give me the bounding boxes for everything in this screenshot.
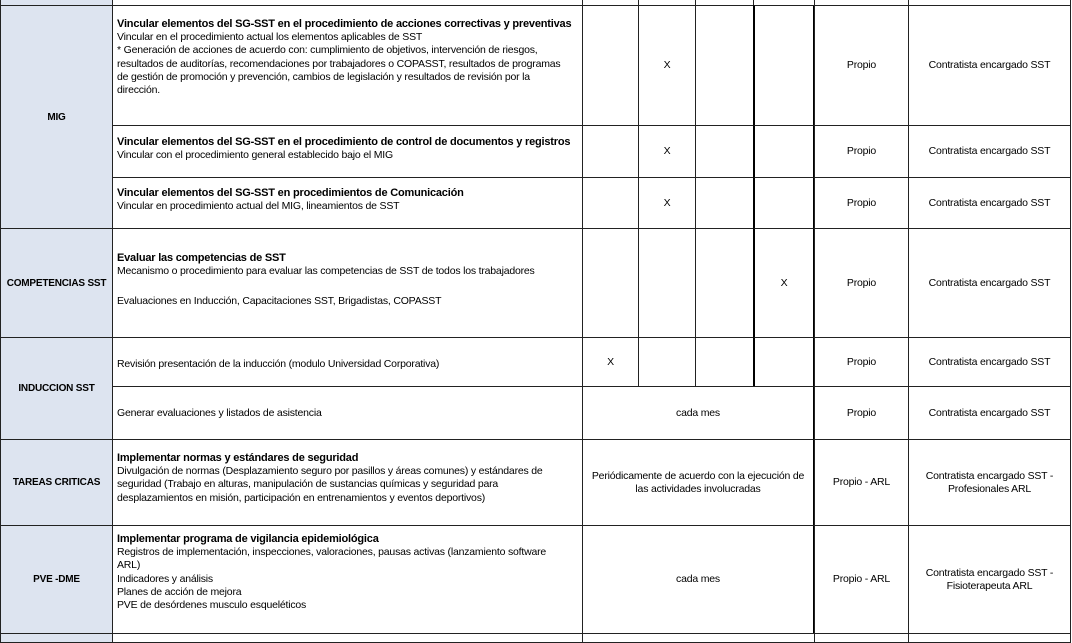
responsible-text: Propio - ARL [832, 476, 891, 488]
activity-line [117, 278, 578, 291]
category-label: COMPETENCIAS SST [6, 277, 107, 289]
responsible-text: Propio [846, 355, 877, 368]
responsible-cell [814, 228, 909, 338]
activity-line: ARL) [117, 559, 141, 572]
executor-text: Contratista encargado SST [928, 145, 1051, 157]
executor-text: Contratista encargado SST - [925, 566, 1054, 579]
activity-title: Vincular elementos del SG-SST en el procedimiento de control de documentos y registros [117, 136, 571, 148]
activity-description [112, 177, 583, 229]
responsible-cell [814, 337, 909, 387]
activity-line: Revisión presentación de la inducción (modulo Universidad Corporativa) [117, 358, 440, 370]
next-row-col [582, 633, 815, 643]
executor-cell [908, 5, 1071, 126]
responsible-cell [814, 525, 909, 634]
schedule-col-2 [638, 125, 696, 178]
activity-line: Planes de acción de mejora [117, 585, 242, 598]
responsible-text: Propio - ARL [832, 573, 891, 585]
next-row-desc-cell [112, 633, 583, 643]
period-text: las actividades involucradas [635, 482, 761, 495]
schedule-col-2 [638, 5, 696, 126]
schedule-col-2 [638, 228, 696, 338]
activity-line: Registros de implementación, inspecciones, valoraciones, pausas activas (lanzamiento software [117, 546, 547, 559]
responsible-cell [814, 125, 909, 178]
responsible-cell [814, 177, 909, 229]
x-mark: X [663, 145, 671, 157]
responsible-text: Propio [846, 406, 877, 419]
activity-line: resultados de auditorías, recomendaciones por trabajadores o COPASST, resultados de programas [117, 57, 561, 70]
category-cell-tareas [0, 439, 113, 526]
responsible-text: Propio [846, 276, 877, 289]
responsible-cell [814, 439, 909, 526]
activity-line: PVE de desórdenes musculo esqueléticos [117, 599, 307, 612]
activity-title: Implementar programa de vigilancia epidemiológica [117, 533, 379, 545]
executor-text: Profesionales ARL [948, 482, 1031, 495]
schedule-col-1 [582, 337, 639, 387]
responsible-cell [814, 386, 909, 440]
responsible-text: Propio [846, 59, 877, 71]
schedule-col-1 [582, 5, 639, 126]
activity-description [112, 337, 583, 387]
activity-description [112, 228, 583, 338]
activity-line: Vincular en el procedimiento actual los elementos aplicables de SST [117, 31, 423, 44]
activity-description [112, 439, 583, 526]
category-label: TAREAS CRITICAS [12, 477, 101, 488]
x-mark: X [663, 59, 671, 71]
executor-text: Contratista encargado SST [928, 355, 1051, 368]
executor-cell [908, 125, 1071, 178]
activity-line: de gestión de promoción y prevención, cambios de legislación y resultados de revisión por la [117, 70, 530, 83]
activity-title: Vincular elementos del SG-SST en procedimientos de Comunicación [117, 187, 464, 199]
executor-text: Contratista encargado SST [928, 276, 1051, 289]
next-row-category-cell [0, 633, 113, 643]
schedule-col-1 [582, 177, 639, 229]
period-text: Periódicamente de acuerdo con la ejecución de [591, 469, 805, 482]
schedule-col-4 [753, 228, 815, 338]
schedule-col-4 [753, 125, 815, 178]
period-text: cada mes [676, 573, 720, 585]
responsible-text: Propio [846, 196, 877, 209]
executor-text: Contratista encargado SST [928, 59, 1051, 71]
schedule-col-3 [695, 177, 754, 229]
schedule-col-4 [753, 5, 815, 126]
executor-text: Contratista encargado SST [928, 196, 1051, 209]
schedule-col-1 [582, 125, 639, 178]
schedule-col-4 [753, 177, 815, 229]
period-cell [582, 439, 815, 526]
next-row-exec [908, 633, 1071, 643]
next-row-resp [814, 633, 909, 643]
activity-line: Vincular con el procedimiento general establecido bajo el MIG [117, 149, 393, 162]
schedule-col-3 [695, 337, 754, 387]
executor-text: Contratista encargado SST [928, 406, 1051, 419]
activity-line: * Generación de acciones de acuerdo con: cumplimiento de objetivos, intervención de riesgos, [117, 44, 538, 57]
schedule-col-2 [638, 337, 696, 387]
executor-cell [908, 525, 1071, 634]
executor-text: Fisioterapeuta ARL [946, 579, 1033, 592]
executor-cell [908, 228, 1071, 338]
schedule-col-3 [695, 228, 754, 338]
activity-line: Evaluaciones en Inducción, Capacitaciones SST, Brigadistas, COPASST [117, 295, 442, 308]
period-cell [582, 386, 815, 440]
executor-cell [908, 439, 1071, 526]
activity-description [112, 386, 583, 440]
x-mark: X [663, 196, 671, 209]
responsible-cell [814, 5, 909, 126]
period-cell [582, 525, 815, 634]
activity-line: Vincular en procedimiento actual del MIG, lineamientos de SST [117, 200, 400, 213]
x-mark: X [607, 355, 614, 368]
period-text: cada mes [676, 406, 720, 419]
x-mark: X [780, 276, 788, 289]
category-label: PVE -DME [33, 574, 80, 585]
category-cell-induccion [0, 337, 113, 440]
schedule-col-1 [582, 228, 639, 338]
category-cell-pve [0, 525, 113, 634]
activity-description [112, 125, 583, 178]
activity-line: seguridad (Trabajo en alturas, manipulación de sustancias químicas y seguridad para [117, 478, 499, 491]
executor-cell [908, 386, 1071, 440]
responsible-text: Propio [846, 145, 877, 157]
schedule-col-3 [695, 5, 754, 126]
schedule-col-3 [695, 125, 754, 178]
activity-description [112, 5, 583, 126]
activity-line: dirección. [117, 84, 160, 97]
activity-line: Generar evaluaciones y listados de asistencia [117, 407, 322, 419]
activity-line: Divulgación de normas (Desplazamiento seguro por pasillos y áreas comunes) y estándares de [117, 465, 543, 478]
category-label: MIG [47, 111, 66, 123]
activity-title: Implementar normas y estándares de seguridad [117, 452, 359, 464]
activity-line: desplazamientos en misión, participación en entrenamientos y eventos deportivos) [117, 491, 486, 504]
executor-cell [908, 177, 1071, 229]
activity-title: Vincular elementos del SG-SST en el procedimiento de acciones correctivas y preventivas [117, 18, 572, 30]
activity-title: Evaluar las competencias de SST [117, 252, 286, 264]
category-cell-mig [0, 5, 113, 229]
category-label: INDUCCION SST [18, 383, 95, 394]
activity-line: Mecanismo o procedimiento para evaluar las competencias de SST de todos los trabajadores [117, 265, 535, 278]
schedule-col-2 [638, 177, 696, 229]
executor-text: Contratista encargado SST - [925, 469, 1054, 482]
activity-description [112, 525, 583, 634]
activity-line: Indicadores y análisis [117, 572, 213, 585]
schedule-col-4 [753, 337, 815, 387]
category-cell-competencias [0, 228, 113, 338]
executor-cell [908, 337, 1071, 387]
